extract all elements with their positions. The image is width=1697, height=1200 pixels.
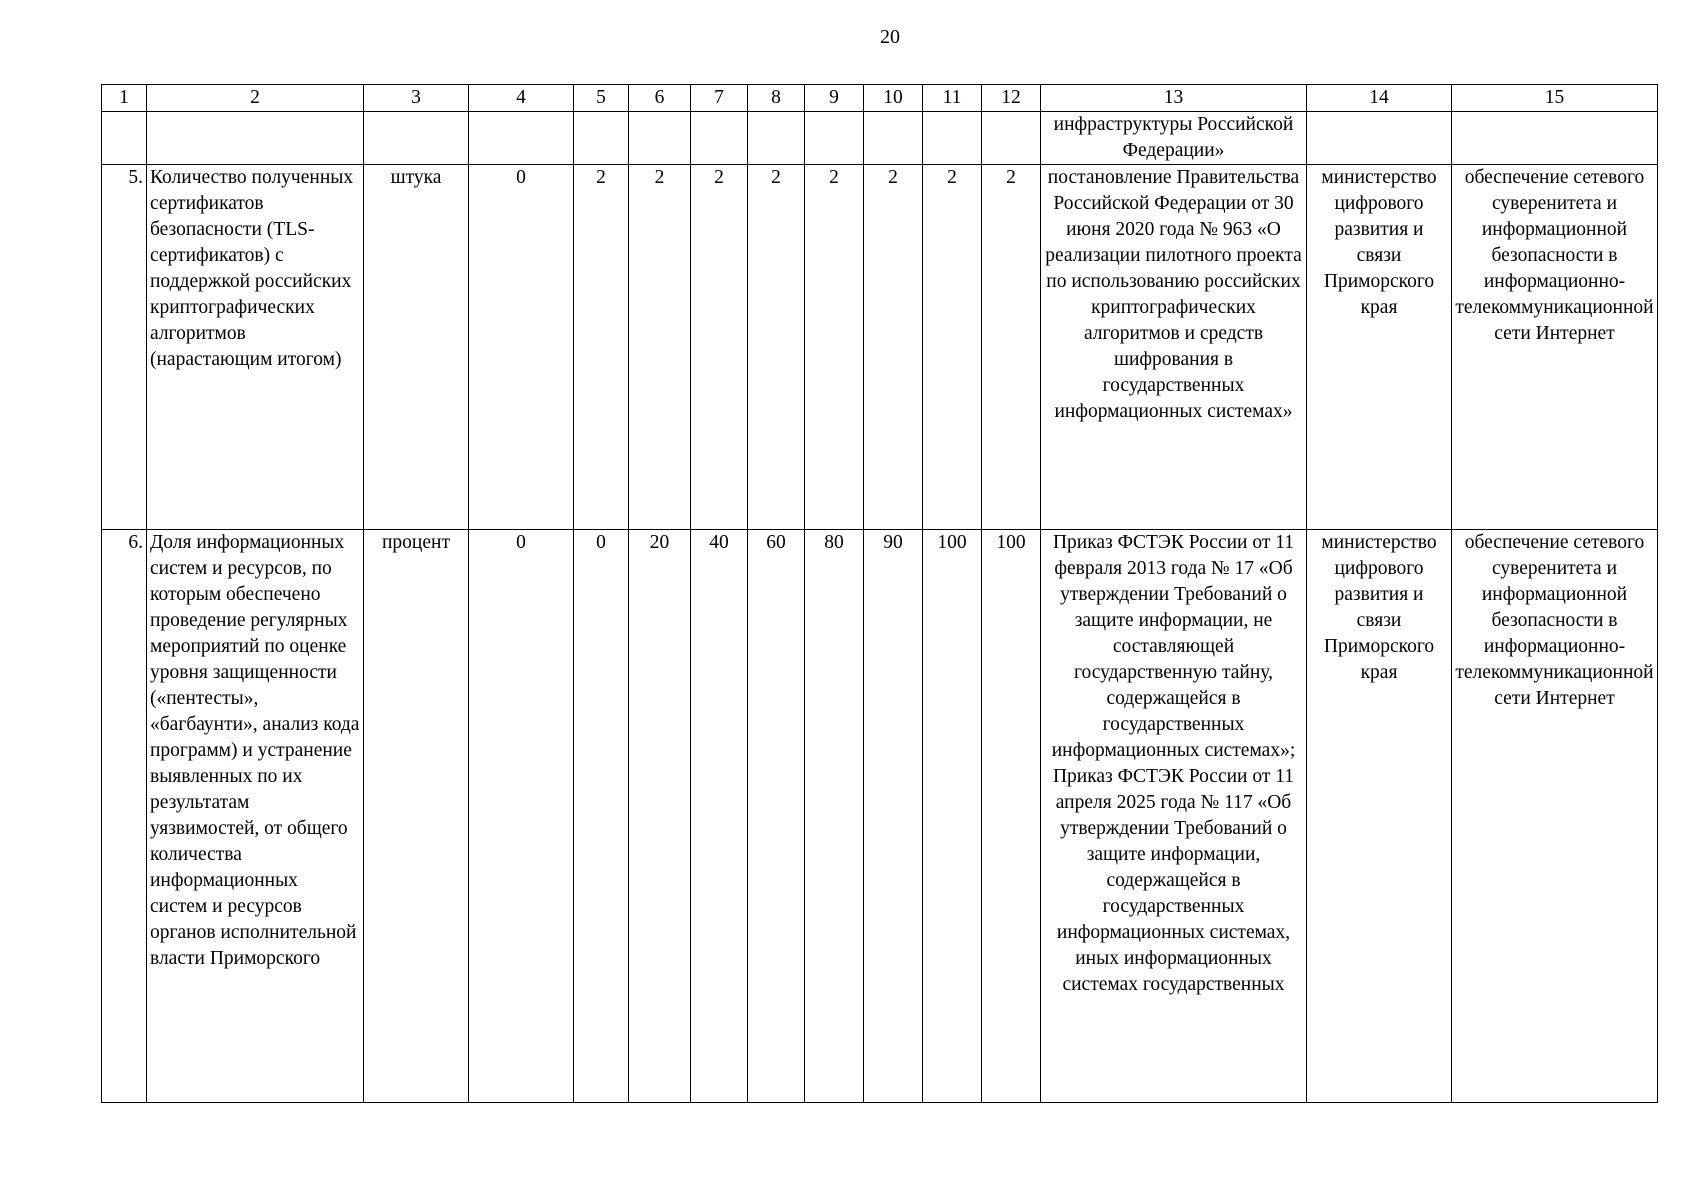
table-cell xyxy=(864,112,923,165)
value-cell: 20 xyxy=(629,530,691,1103)
header-cell: 9 xyxy=(805,85,864,112)
value-cell: 0 xyxy=(469,530,574,1103)
table-row xyxy=(102,165,1658,530)
header-cell: 7 xyxy=(691,85,748,112)
value-cell: 40 xyxy=(691,530,748,1103)
indicator-name: Количество полученных сертификатов безопасности (TLS-сертификатов) с поддержкой российских криптографических алгоритмов (нарастающим итогом) xyxy=(147,165,364,530)
unit-cell: штука xyxy=(364,165,469,530)
header-cell: 5 xyxy=(574,85,629,112)
header-cell: 2 xyxy=(147,85,364,112)
header-cell: 8 xyxy=(748,85,805,112)
header-cell: 3 xyxy=(364,85,469,112)
header-cell: 11 xyxy=(923,85,982,112)
table-cell xyxy=(574,112,629,165)
indicator-name: Доля информационных систем и ресурсов, по которым обеспечено проведение регулярных мероприятий по оценке уровня защищенности («пентесты», «багбаунти», анализ кода программ) и устранение выявленных по их результатам уязвимостей, от общего количества информационных систем и ресурсов органов исполнительной власти Приморского xyxy=(147,530,364,1103)
value-cell: 2 xyxy=(982,165,1041,530)
goal-cell: обеспечение сетевого суверенитета и информационной безопасности в информационно-телекоммуникационной сети Интернет xyxy=(1452,165,1658,530)
header-row xyxy=(102,85,1658,112)
header-cell: 15 xyxy=(1452,85,1658,112)
regulation-cell: Приказ ФСТЭК России от 11 февраля 2013 года № 17 «Об утверждении Требований о защите информации, не составляющей государственную тайну, содержащейся в государственных информационных системах»; Приказ ФСТЭК России от 11 апреля 2025 года № 117 «Об утверждении Требований о защите информации, содержащейся в государственных информационных системах, иных информационных системах государственных xyxy=(1041,530,1307,1103)
table-cell xyxy=(805,112,864,165)
header-cell: 1 xyxy=(102,85,147,112)
table-cell xyxy=(364,112,469,165)
regulation-cell: инфраструктуры Российской Федерации» xyxy=(1041,112,1307,165)
value-cell: 2 xyxy=(691,165,748,530)
value-cell: 2 xyxy=(574,165,629,530)
table-cell xyxy=(469,112,574,165)
indicators-table xyxy=(101,84,1658,1103)
table-cell xyxy=(923,112,982,165)
value-cell: 2 xyxy=(748,165,805,530)
row-number: 6. xyxy=(102,530,147,1103)
row-number: 5. xyxy=(102,165,147,530)
regulation-cell: постановление Правительства Российской Федерации от 30 июня 2020 года № 963 «О реализации пилотного проекта по использованию российских криптографических алгоритмов и средств шифрования в государственных информационных системах» xyxy=(1041,165,1307,530)
header-cell: 13 xyxy=(1041,85,1307,112)
value-cell: 2 xyxy=(864,165,923,530)
value-cell: 0 xyxy=(469,165,574,530)
value-cell: 80 xyxy=(805,530,864,1103)
page-number: 20 xyxy=(880,26,900,48)
value-cell: 2 xyxy=(805,165,864,530)
responsible-cell xyxy=(1307,112,1452,165)
value-cell: 0 xyxy=(574,530,629,1103)
table-cell xyxy=(982,112,1041,165)
value-cell: 60 xyxy=(748,530,805,1103)
table-cell xyxy=(147,112,364,165)
goal-cell xyxy=(1452,112,1658,165)
value-cell: 90 xyxy=(864,530,923,1103)
table-cell xyxy=(748,112,805,165)
value-cell: 2 xyxy=(923,165,982,530)
responsible-cell: министерство цифрового развития и связи Приморского края xyxy=(1307,530,1452,1103)
header-cell: 10 xyxy=(864,85,923,112)
header-cell: 12 xyxy=(982,85,1041,112)
value-cell: 100 xyxy=(982,530,1041,1103)
responsible-cell: министерство цифрового развития и связи Приморского края xyxy=(1307,165,1452,530)
table-row xyxy=(102,530,1658,1103)
header-cell: 14 xyxy=(1307,85,1452,112)
unit-cell: процент xyxy=(364,530,469,1103)
table-cell xyxy=(102,112,147,165)
header-cell: 6 xyxy=(629,85,691,112)
table-cell xyxy=(691,112,748,165)
value-cell: 2 xyxy=(629,165,691,530)
table-cell xyxy=(629,112,691,165)
header-cell: 4 xyxy=(469,85,574,112)
goal-cell: обеспечение сетевого суверенитета и информационной безопасности в информационно-телекоммуникационной сети Интернет xyxy=(1452,530,1658,1103)
continuation-row xyxy=(102,112,1658,165)
value-cell: 100 xyxy=(923,530,982,1103)
